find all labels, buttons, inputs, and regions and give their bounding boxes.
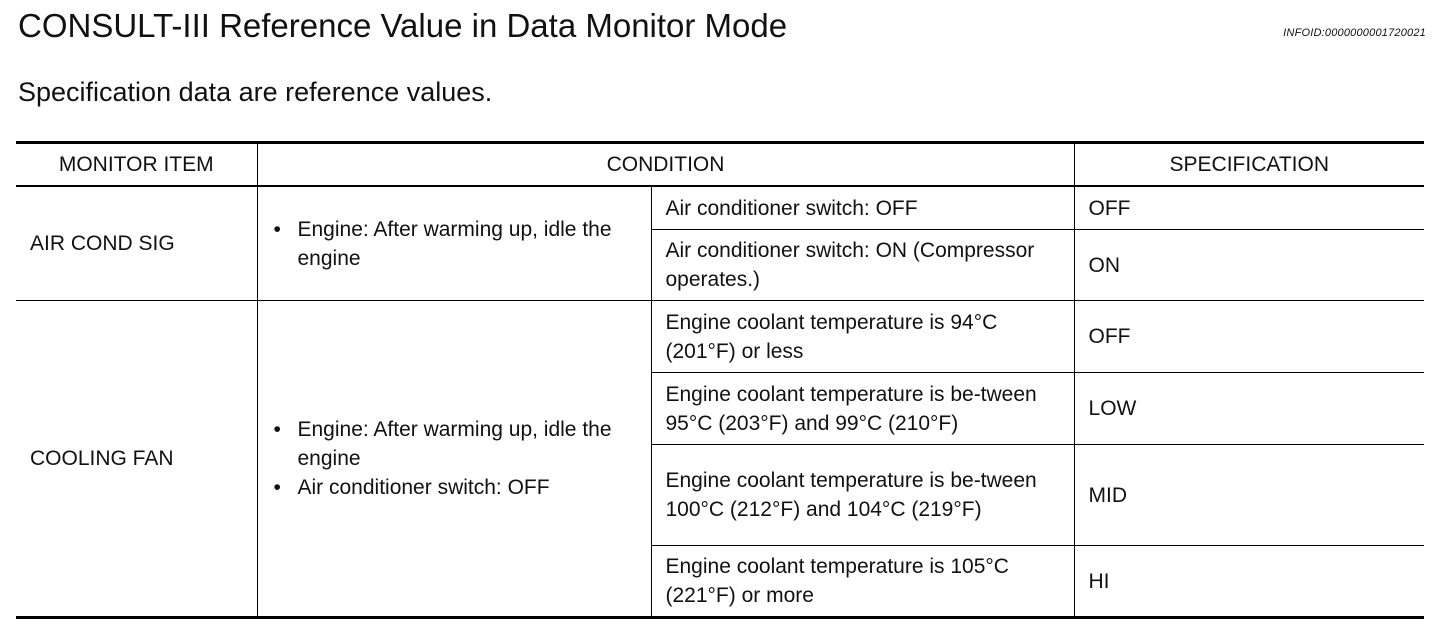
table-header-row	[16, 143, 1424, 187]
condition-list	[272, 415, 637, 502]
column-header-condition: CONDITION	[257, 143, 1074, 187]
condition-cell	[257, 186, 651, 301]
sub-condition-cell: Engine coolant temperature is 105°C (221°F) or more	[651, 546, 1074, 618]
column-header-specification: SPECIFICATION	[1074, 143, 1424, 187]
specification-cell: ON	[1074, 230, 1424, 301]
condition-cell	[257, 301, 651, 618]
sub-condition-cell: Engine coolant temperature is be-tween 100°C (212°F) and 104°C (219°F)	[651, 445, 1074, 546]
monitor-item-cell: COOLING FAN	[16, 301, 257, 618]
table-row	[16, 186, 1424, 230]
column-header-monitor-item: MONITOR ITEM	[16, 143, 257, 187]
sub-condition-cell: Air conditioner switch: ON (Compressor operates.)	[651, 230, 1074, 301]
sub-condition-cell: Engine coolant temperature is be-tween 95°C (203°F) and 99°C (210°F)	[651, 373, 1074, 445]
condition-list	[272, 215, 637, 273]
monitor-item-cell: AIR COND SIG	[16, 186, 257, 301]
specification-cell: HI	[1074, 546, 1424, 618]
specification-cell: LOW	[1074, 373, 1424, 445]
page-subtitle: Specification data are reference values.	[18, 77, 493, 107]
condition-bullet: • Engine: After warming up, idle the engine	[272, 415, 637, 473]
condition-bullet: • Engine: After warming up, idle the engine	[272, 215, 637, 273]
specification-cell: OFF	[1074, 301, 1424, 373]
sub-condition-cell: Engine coolant temperature is 94°C (201°F) or less	[651, 301, 1074, 373]
condition-bullet: • Air conditioner switch: OFF	[272, 473, 637, 502]
page-title: CONSULT-III Reference Value in Data Monitor Mode	[18, 7, 788, 44]
info-id: INFOID:0000000001720021	[1283, 27, 1426, 39]
table-row	[16, 301, 1424, 373]
specification-cell: MID	[1074, 445, 1424, 546]
reference-value-table	[16, 141, 1424, 619]
sub-condition-cell: Air conditioner switch: OFF	[651, 186, 1074, 230]
specification-cell: OFF	[1074, 186, 1424, 230]
